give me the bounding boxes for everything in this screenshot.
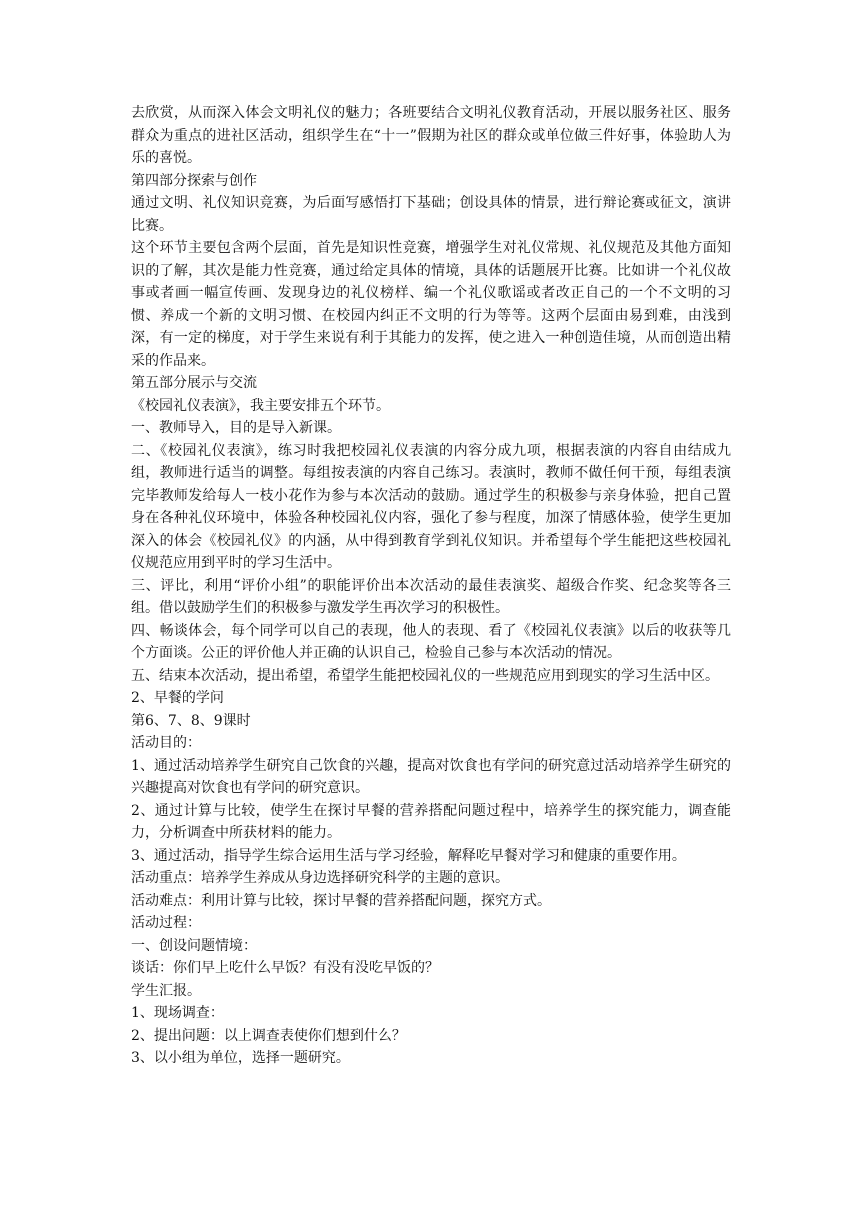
paragraph: 1、现场调查： xyxy=(131,1005,224,1021)
paragraph: 活动重点：培养学生养成从身边选择研究科学的主题的意识。 xyxy=(131,870,509,886)
paragraph: 3、以小组为单位，选择一题研究。 xyxy=(131,1050,350,1066)
paragraph: 第6、7、8、9课时 xyxy=(131,712,251,729)
paragraph: 五、结束本次活动，提出希望，希望学生能把校园礼仪的一些规范应用到现实的学习生活中区。 xyxy=(131,667,719,684)
section-heading: 第五部分展示与交流 xyxy=(131,375,257,391)
paragraph: 四、畅谈体会，每个同学可以自己的表现，他人的表现、看了《校园礼仪表演》以后的收获等几个方面谈。公正的评价他人并正确的认识自己，检验自己参与本次活动的情况。 xyxy=(131,622,731,661)
paragraph: 这个环节主要包含两个层面，首先是知识性竞赛，增强学生对礼仪常规、礼仪规范及其他方面知识的了解，其次是能力性竞赛，通过给定具体的情境，具体的话题展开比赛。比如讲一个礼仪故事或者画一幅宣传画、发现身边的礼仪榜样、编一个礼仪歌谣或者改正自己的一个不文明的习惯、养成一个新的文明习惯、在校园内纠正不文明的行为等等。这两个层面由易到难，由浅到深，有一定的梯度，对于学生来说有利于其能力的发挥，使之进入一种创造佳境，从而创造出精采的作品来。 xyxy=(131,240,731,369)
paragraph: 2、提出问题：以上调查表使你们想到什么？ xyxy=(131,1027,406,1044)
section-heading: 第四部分探索与创作 xyxy=(131,172,257,189)
paragraph: 通过文明、礼仪知识竞赛，为后面写感悟打下基础；创设具体的情景，进行辩论赛或征文，演讲比赛。 xyxy=(131,195,731,234)
paragraph: 活动难点：利用计算与比较，探讨早餐的营养搭配问题，探究方式。 xyxy=(131,892,551,909)
paragraph: 1、通过活动培养学生研究自己饮食的兴趣，提高对饮食也有学问的研究意过活动培养学生研究的兴趣提高对饮食也有学问的研究意识。 xyxy=(131,757,731,796)
paragraph: 一、创设问题情境： xyxy=(131,937,257,954)
paragraph: 二、《校园礼仪表演》，练习时我把校园礼仪表演的内容分成九项，根据表演的内容自由结成九组，教师进行适当的调整。每组按表演的内容自己练习。表演时，教师不做任何干预，每组表演完毕教师发给每人一枝小花作为参与本次活动的鼓励。通过学生的积极参与亲身体验，把自己置身在各种礼仪环境中，体验各种校园礼仪内容，强化了参与程度，加深了情感体验，使学生更加深入的体会《校园礼仪》的内涵，从中得到教育学到礼仪知识。并希望每个学生能把这些校园礼仪规范应用到平时的学习生活中。 xyxy=(131,442,731,571)
paragraph: 活动过程： xyxy=(131,915,201,931)
paragraph: 3、通过活动，指导学生综合运用生活与学习经验，解释吃早餐对学习和健康的重要作用。 xyxy=(131,847,686,864)
paragraph: 去欣赏，从而深入体会文明礼仪的魅力；各班要结合文明礼仪教育活动，开展以服务社区、服务群众为重点的进社区活动，组织学生在“十一”假期为社区的群众或单位做三件好事，体验助人为乐的喜悦。 xyxy=(131,105,731,166)
paragraph: 三、评比，利用“评价小组”的职能评价出本次活动的最佳表演奖、超级合作奖、纪念奖等各三组。借以鼓励学生们的积极参与激发学生再次学习的积极性。 xyxy=(131,577,731,616)
section-heading: 2、早餐的学问 xyxy=(131,690,224,706)
paragraph: 活动目的： xyxy=(131,735,201,751)
paragraph: 一、教师导入，目的是导入新课。 xyxy=(131,420,341,436)
paragraph: 2、通过计算与比较，使学生在探讨早餐的营养搭配问题过程中，培养学生的探究能力，调查能力，分析调查中所获材料的能力。 xyxy=(131,802,731,841)
document-body xyxy=(131,102,731,1070)
paragraph: 《校园礼仪表演》，我主要安排五个环节。 xyxy=(131,397,390,414)
paragraph: 谈话：你们早上吃什么早饭？有没有没吃早饭的？ xyxy=(131,960,439,976)
paragraph: 学生汇报。 xyxy=(131,982,201,999)
